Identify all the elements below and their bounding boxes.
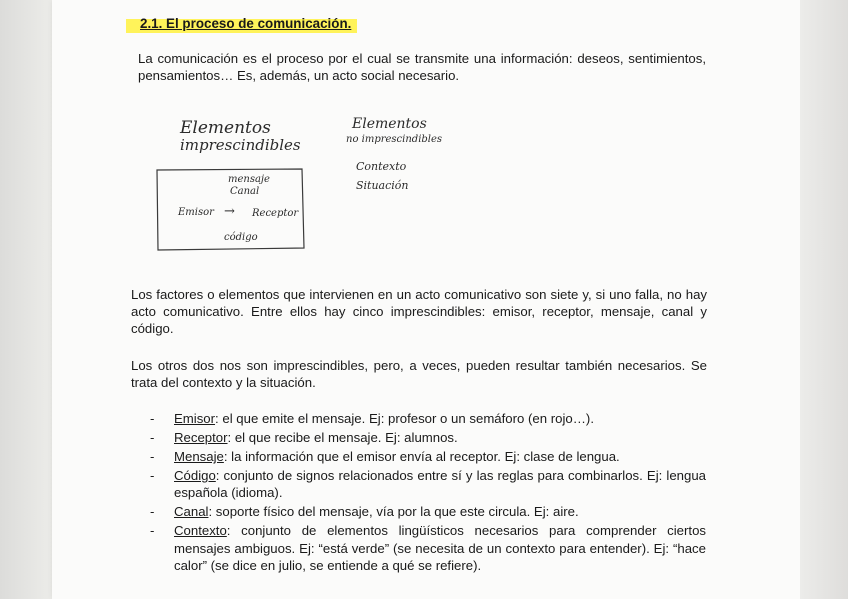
diagram-receptor: Receptor xyxy=(252,208,299,219)
diagram-mensaje: mensaje xyxy=(228,174,270,185)
diagram-right-heading-1: Elementos xyxy=(352,116,427,132)
list-desc: : el que emite el mensaje. Ej: profesor o un semáforo (en rojo…). xyxy=(215,411,594,426)
list-term: Mensaje xyxy=(174,449,224,464)
list-term: Contexto xyxy=(174,523,227,539)
diagram-contexto: Contexto xyxy=(356,160,407,173)
list-desc: : la información que el emisor envía al receptor. Ej: clase de lengua. xyxy=(223,449,620,464)
list-desc: : conjunto de signos relacionados entre sí y las reglas para combinarlos. Ej: lengua española (idioma). xyxy=(174,468,706,501)
list-bullet: - xyxy=(150,430,155,445)
diagram-left-heading-2: imprescindibles xyxy=(180,136,301,154)
list-bullet: - xyxy=(150,504,155,520)
list-term: Canal xyxy=(174,504,209,520)
list-desc: : soporte físico del mensaje, vía por la que este circula. Ej: aire. xyxy=(208,504,579,520)
intro-paragraph: La comunicación es el proceso por el cual se transmite una información: deseos, sentimientos, pensamientos… Es, además, un acto social necesario. xyxy=(138,51,706,83)
list-bullet: - xyxy=(150,468,155,483)
list-item xyxy=(150,503,706,520)
diagram-canal: Canal xyxy=(230,186,260,197)
diagram-arrow-icon: → xyxy=(224,204,235,219)
list-term: Receptor xyxy=(174,430,228,445)
list-term: Código xyxy=(174,468,216,483)
section-title: 2.1. El proceso de comunicación. xyxy=(126,14,357,34)
diagram-codigo: código xyxy=(224,232,258,243)
list-desc: : el que recibe el mensaje. Ej: alumnos. xyxy=(227,430,458,445)
diagram-left-heading-1: Elementos xyxy=(180,118,271,138)
diagram-right-heading-2: no imprescindibles xyxy=(346,134,443,145)
diagram-emisor: Emisor xyxy=(178,207,214,218)
list-bullet: - xyxy=(150,523,155,539)
diagram-situacion: Situación xyxy=(356,179,409,192)
list-item xyxy=(150,467,706,502)
list-item xyxy=(150,522,706,574)
optional-elements-paragraph: Los otros dos nos son imprescindibles, pero, a veces, pueden resultar también necesarios. Se trata del contexto y la situación. xyxy=(131,358,707,390)
list-item xyxy=(150,448,706,465)
list-item xyxy=(150,429,706,446)
list-term: Emisor xyxy=(174,411,216,426)
list-bullet: - xyxy=(150,449,155,464)
list-bullet: - xyxy=(150,411,155,426)
factors-paragraph: Los factores o elementos que intervienen en un acto comunicativo son siete y, si uno falla, no hay acto comunicativo. Entre ellos hay cinco imprescindibles: emisor, receptor, mensaje, canal y código. xyxy=(131,287,707,336)
elements-list xyxy=(150,410,706,576)
list-desc: : conjunto de elementos lingüísticos necesarios para comprender ciertos mensajes ambiguos. Ej: “está verde” (se necesita de un contexto para entender). Ej: “hace calor” (se dice en julio, se entiende a qué se refiere). xyxy=(174,523,706,574)
list-item xyxy=(150,410,706,427)
